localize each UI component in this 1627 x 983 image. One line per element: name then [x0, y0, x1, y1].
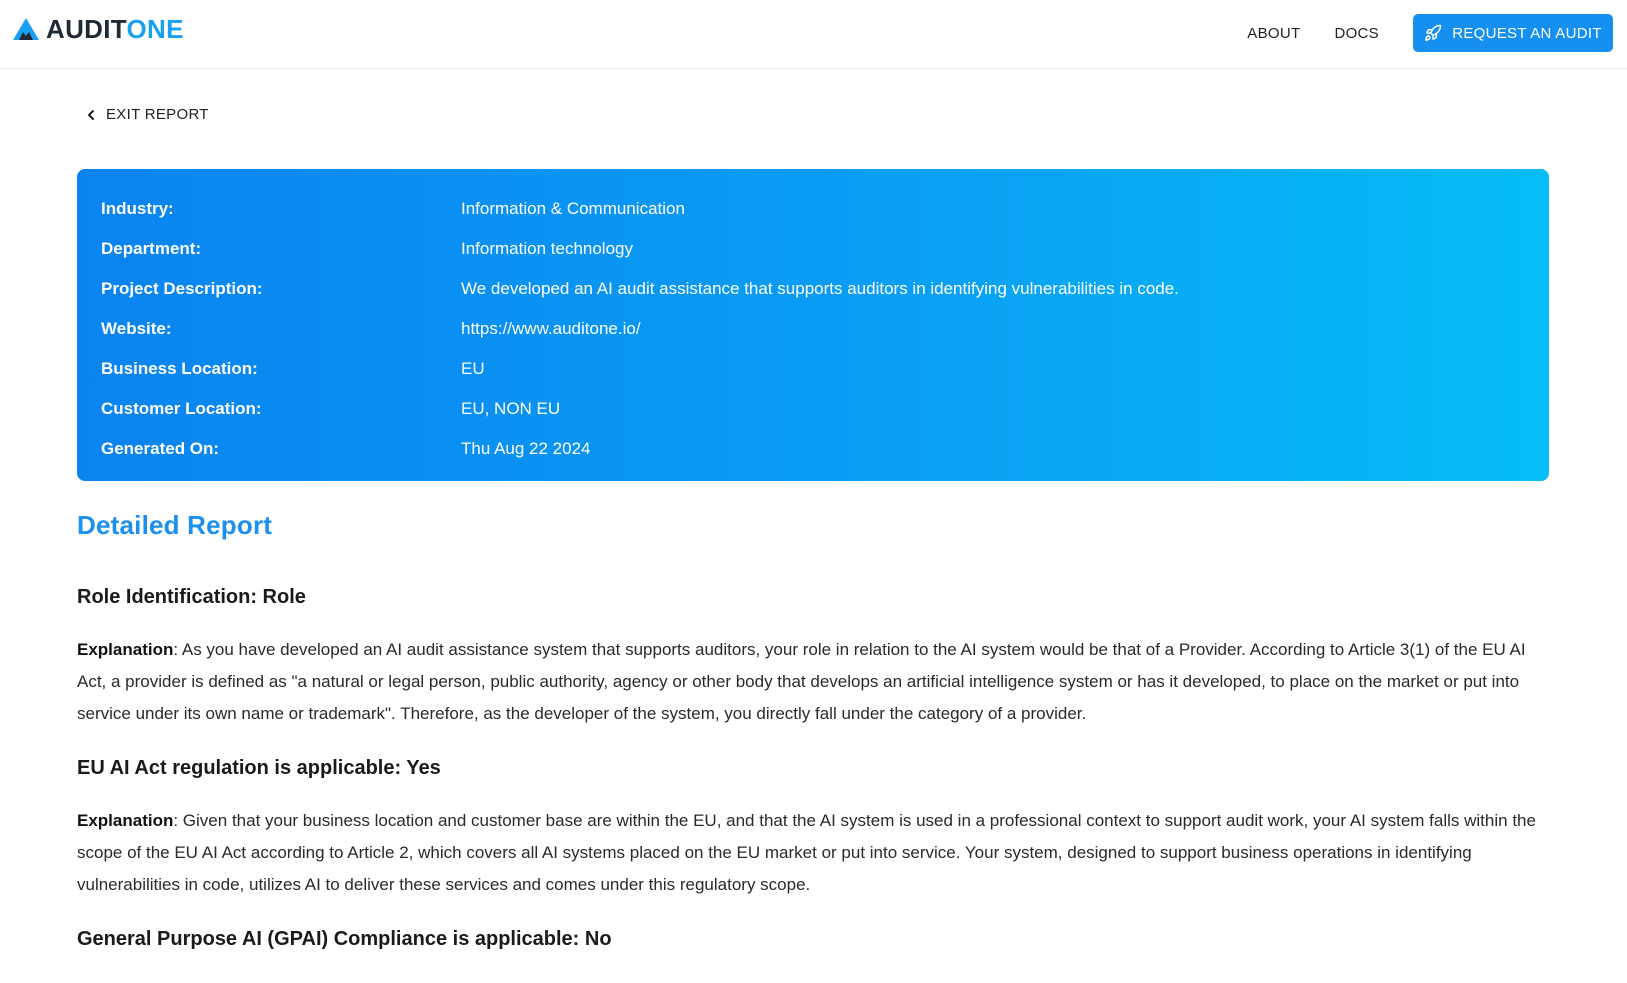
info-row-generated-on [101, 429, 1525, 469]
request-audit-label: REQUEST AN AUDIT [1452, 24, 1602, 42]
request-audit-button[interactable] [1413, 14, 1613, 52]
info-row-website [101, 309, 1525, 349]
info-label: Website: [101, 319, 172, 338]
exit-report-link[interactable] [86, 106, 209, 123]
nav-docs-link[interactable]: DOCS [1334, 24, 1379, 42]
explanation-label: Explanation [77, 811, 174, 830]
section-explanation-role [77, 634, 1547, 730]
info-row-project-description [101, 269, 1525, 309]
info-value: We developed an AI audit assistance that supports auditors in identifying vulnerabilities in code. [461, 279, 1179, 298]
exit-report-label: EXIT REPORT [106, 106, 209, 123]
explanation-text: : As you have developed an AI audit assistance system that supports auditors, your role in relation to the AI system would be that of a Provider. According to Article 3(1) of the EU AI Act, a provider is defined as "a natural or legal person, public authority, agency or other body that develops an artificial intelligence system or has it developed, to place on the market or put into service under its own name or trademark". Therefore, as the developer of the system, you directly fall under the category of a provider. [77, 640, 1526, 723]
info-label: Generated On: [101, 439, 220, 458]
info-label: Industry: [101, 199, 174, 218]
detailed-report-title: Detailed Report [77, 510, 273, 540]
info-row-industry [101, 189, 1525, 229]
nav-about-link[interactable]: ABOUT [1247, 24, 1301, 42]
info-value: EU [461, 359, 485, 378]
info-value: EU, NON EU [461, 399, 561, 418]
info-label: Department: [101, 239, 202, 258]
info-row-business-location [101, 349, 1525, 389]
logo-mark-icon [12, 17, 40, 41]
section-heading-applicability: EU AI Act regulation is applicable: Yes [77, 757, 441, 779]
info-value: Information & Communication [461, 199, 685, 218]
auditone-logo[interactable] [12, 14, 184, 44]
top-navbar [0, 0, 1627, 69]
logo-text-one: ONE [126, 14, 184, 44]
explanation-text: : Given that your business location and customer base are within the EU, and that the AI system is used in a professional context to support audit work, your AI system falls within the scope of the EU AI Act according to Article 2, which covers all AI systems placed on the EU market or put into service. Your system, designed to support business operations in identifying vulnerabilities in code, utilizes AI to deliver these services and comes under this regulatory scope. [77, 811, 1536, 894]
explanation-label: Explanation [77, 640, 174, 659]
website-link[interactable]: https://www.auditone.io/ [461, 319, 641, 338]
info-value: Thu Aug 22 2024 [461, 439, 591, 458]
section-heading-role: Role Identification: Role [77, 586, 306, 608]
info-label: Business Location: [101, 359, 258, 378]
info-value: Information technology [461, 239, 633, 258]
main-nav [1247, 14, 1613, 52]
section-heading-gpai: General Purpose AI (GPAI) Compliance is applicable: No [77, 928, 612, 950]
info-label: Customer Location: [101, 399, 262, 418]
info-row-customer-location [101, 389, 1525, 429]
chevron-left-icon [86, 109, 96, 121]
info-label: Project Description: [101, 279, 263, 298]
info-row-department [101, 229, 1525, 269]
project-info-card [77, 169, 1549, 481]
logo-wordmark [46, 14, 184, 44]
rocket-icon [1424, 24, 1442, 42]
logo-text-audit: AUDIT [46, 14, 127, 44]
section-explanation-applicability [77, 805, 1547, 901]
